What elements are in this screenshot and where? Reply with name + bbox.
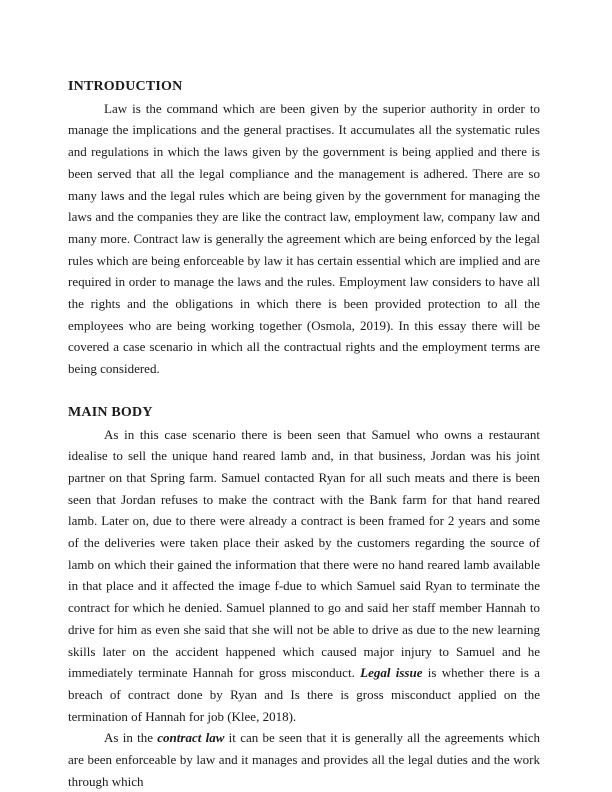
section-spacer [68,380,540,402]
paragraph-text: is whether there is a breach of contract done by Ryan and Is there is gross misconduct applied on the termination of Hannah for job (Klee, 2018). [68,665,540,724]
legal-issue-emphasis: Legal issue [360,665,423,681]
intro-paragraph [68,98,540,380]
paragraph-text: As in this case scenario there is been seen that Samuel who owns a restaurant idealise to sell the unique hand reared lamb and, in that business, Jordan was his joint partner on that Spring farm. Samuel contacted Ryan for all such meats and there is been seen that Jordan refuses to make the contract with the Bank farm for that hand reared lamb. Later on, due to there were already a contract is been framed for 2 years and some of the deliveries were taken place their asked by the customers regarding the source of lamb on which their gained the information that there were no hand reared lamb available in that place and it affected the image f-due to which Samuel said Ryan to terminate the contract for which he denied. Samuel planned to go and said her staff member Hannah to drive for him as even she said that she will not be able to drive as due to the new learning skills later on the accident happened which caused major injury to Samuel and he immediately terminate Hannah for gross misconduct. [68,426,540,681]
contract-law-emphasis: contract law [157,730,225,746]
contract-law-paragraph [68,727,540,792]
section-heading-introduction: INTRODUCTION [68,79,183,94]
paragraph-text: As in the [104,730,158,746]
section-heading-main-body: MAIN BODY [68,404,153,420]
case-scenario-paragraph [68,424,540,728]
paragraph-text: it can be seen that it is generally all the agreements which are been enforceable by law and it manages and provides all the legal duties and the work through which [68,730,540,789]
paragraph-text: Law is the command which are been given by the superior authority in order to manage the implications and the general practises. It accumulates all the systematic rules and regulations in which the laws given by the government is being applied and there is been served that all the legal compliance and the management is adhered. There are so many laws and the legal rules which are being given by the government for managing the laws and the companies they are like the contract law, employment law, company law and many more. Contract law is generally the agreement which are being enforced by the legal rules which are being enforceable by law it has certain essential which are implied and are required in order to manage the laws and the rules. Employment law considers to have all the rights and the obligations in which there is been provided protection to all the employees who are being working together (Osmola, 2019). In this essay there will be covered a case scenario in which all the contractual rights and the employment terms are being considered. [68,100,540,377]
